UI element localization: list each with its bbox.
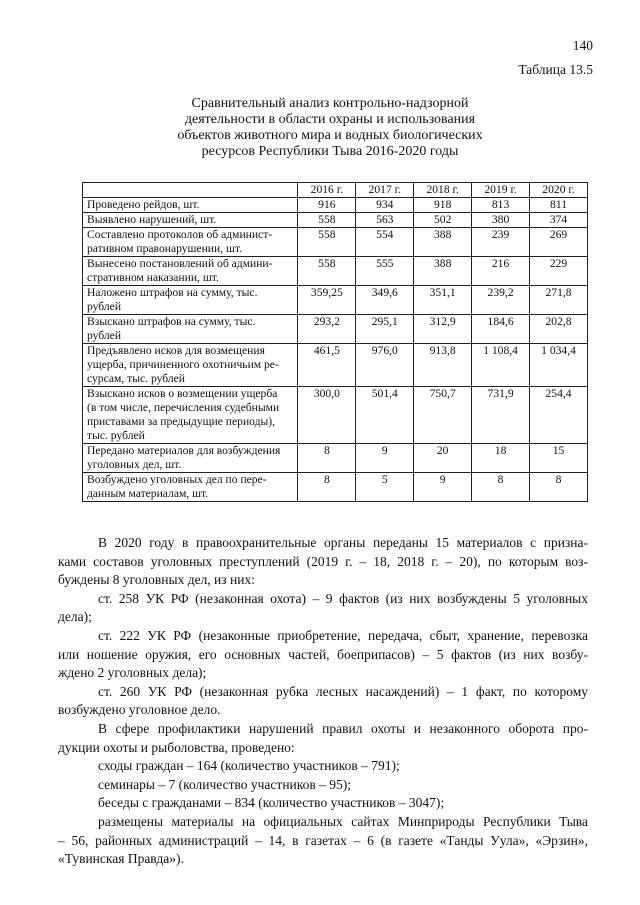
- body-text: [58, 534, 588, 869]
- row-label-line: Взыскано исков о возмещении ущерба: [87, 387, 278, 400]
- table-cell: 229: [530, 257, 588, 286]
- table-cell: 8: [298, 473, 356, 502]
- table-cell: 934: [356, 198, 414, 213]
- text-line: размещены материалы на официальных сайтах Минприроды Республики Тыва: [98, 813, 588, 829]
- table-cell: 216: [472, 257, 530, 286]
- table-body: [83, 198, 588, 502]
- text-line: возбуждено уголовное дело.: [58, 702, 221, 718]
- table-cell: 1 034,4: [530, 344, 588, 387]
- table-cell: 388: [414, 228, 472, 257]
- table-cell: 295,1: [356, 315, 414, 344]
- table-cell: 239: [472, 228, 530, 257]
- row-label-line: Взыскано штрафов на сумму, тыс.: [87, 315, 256, 328]
- row-label-line: сурсам, тыс. рублей: [87, 372, 185, 385]
- text-line: ками составов уголовных преступлений (2019 г. – 18, 2018 г. – 20), по которым воз-: [58, 553, 588, 569]
- row-label: [83, 315, 298, 344]
- text-line: или ношение оружия, его основных частей, боеприпасов) – 5 фактов (из них возбу-: [58, 646, 588, 662]
- table-row: [83, 444, 588, 473]
- table-cell: 461,5: [298, 344, 356, 387]
- table-cell: 563: [356, 213, 414, 228]
- row-label-line: Составлено протоколов об админист-: [87, 228, 273, 241]
- row-label: [83, 257, 298, 286]
- row-label-line: приставами за предыдущие периоды),: [87, 415, 276, 428]
- row-label-line: Предъявлено исков для возмещения: [87, 344, 265, 357]
- table-cell: 269: [530, 228, 588, 257]
- table-cell: 349,6: [356, 286, 414, 315]
- table-cell: 202,8: [530, 315, 588, 344]
- text-line: ст. 260 УК РФ (незаконная рубка лесных насаждений) – 1 факт, по которому: [98, 683, 588, 699]
- text-line: В сфере профилактики нарушений правил охоты и незаконного оборота про-: [98, 720, 588, 736]
- row-label: [83, 213, 298, 228]
- row-label-line: ративном правонарушении, шт.: [87, 242, 243, 255]
- table-cell: 976,0: [356, 344, 414, 387]
- row-label-line: Выявлено нарушений, шт.: [87, 213, 217, 226]
- table-row: [83, 257, 588, 286]
- table-cell: 300,0: [298, 387, 356, 444]
- row-label-line: (в том числе, перечисления судебными: [87, 401, 280, 414]
- table-cell: 750,7: [414, 387, 472, 444]
- row-label-line: стративном наказании, шт.: [87, 271, 219, 284]
- year-header: 2019 г.: [472, 183, 530, 198]
- title-line: Сравнительный анализ контрольно-надзорной: [191, 96, 469, 111]
- table-cell: 501,4: [356, 387, 414, 444]
- table-cell: 554: [356, 228, 414, 257]
- data-table: [82, 182, 588, 502]
- table-row: [83, 344, 588, 387]
- table-label: Таблица 13.5: [518, 62, 593, 77]
- table-cell: 813: [472, 198, 530, 213]
- table-cell: 5: [356, 473, 414, 502]
- table-cell: 8: [298, 444, 356, 473]
- table-cell: 20: [414, 444, 472, 473]
- year-header: 2018 г.: [414, 183, 472, 198]
- text-line: буждены 8 уголовных дел, из них:: [58, 572, 255, 588]
- row-label-line: Наложено штрафов на сумму, тыс.: [87, 286, 258, 299]
- table-cell: 555: [356, 257, 414, 286]
- row-label-line: Передано материалов для возбуждения: [87, 444, 281, 457]
- text-line: ст. 222 УК РФ (незаконные приобретение, передача, сбыт, хранение, перевозка: [98, 627, 588, 643]
- row-label: [83, 387, 298, 444]
- text-line: беседы с гражданами – 834 (количество участников – 3047);: [98, 795, 445, 811]
- row-label-line: уголовных дел, шт.: [87, 458, 182, 471]
- row-label-line: данным материалам, шт.: [87, 487, 209, 500]
- table-cell: 913,8: [414, 344, 472, 387]
- table-row: [83, 387, 588, 444]
- table-row: [83, 198, 588, 213]
- text-line: – 56, районных администраций – 14, в газетах – 6 (в газете «Танды Уула», «Эрзин»,: [58, 832, 588, 848]
- text-line: сходы граждан – 164 (количество участников – 791);: [98, 758, 400, 774]
- text-line: «Тувинская Правда»).: [58, 851, 184, 867]
- table-cell: 1 108,4: [472, 344, 530, 387]
- row-label-line: ущерба, причиненного охотничьим ре-: [87, 358, 279, 371]
- table-row: [83, 315, 588, 344]
- row-label-line: Проведено рейдов, шт.: [87, 198, 200, 211]
- table-cell: 18: [472, 444, 530, 473]
- table-cell: 731,9: [472, 387, 530, 444]
- table-cell: 271,8: [530, 286, 588, 315]
- row-label: [83, 286, 298, 315]
- text-line: В 2020 году в правоохранительные органы переданы 15 материалов с призна-: [98, 535, 588, 550]
- text-line: дукции охоты и рыболовства, проведено:: [58, 739, 295, 755]
- table-cell: 312,9: [414, 315, 472, 344]
- row-label-line: тыс. рублей: [87, 429, 145, 442]
- table-cell: 811: [530, 198, 588, 213]
- table-cell: 558: [298, 257, 356, 286]
- year-header: 2017 г.: [356, 183, 414, 198]
- row-label: [83, 473, 298, 502]
- table-cell: 380: [472, 213, 530, 228]
- text-line: ст. 258 УК РФ (незаконная охота) – 9 фактов (из них возбуждены 5 уголовных: [98, 590, 588, 606]
- table-cell: 558: [298, 213, 356, 228]
- table-cell: 184,6: [472, 315, 530, 344]
- table-row: [83, 473, 588, 502]
- row-label-line: Вынесено постановлений об админи-: [87, 257, 273, 270]
- page-number: 140: [572, 38, 593, 53]
- table-header-corner: [83, 183, 298, 198]
- year-header: 2020 г.: [530, 183, 588, 198]
- row-label-line: рублей: [87, 300, 122, 313]
- table-row: [83, 228, 588, 257]
- table-cell: 502: [414, 213, 472, 228]
- row-label-line: рублей: [87, 329, 122, 342]
- title-line: деятельности в области охраны и использования: [184, 112, 476, 127]
- table-row: [83, 213, 588, 228]
- row-label: [83, 344, 298, 387]
- table-cell: 359,25: [298, 286, 356, 315]
- row-label: [83, 444, 298, 473]
- table-cell: 558: [298, 228, 356, 257]
- table-cell: 15: [530, 444, 588, 473]
- table-row: [83, 286, 588, 315]
- table-title: [110, 96, 550, 160]
- text-line: ждено 2 уголовных дела);: [58, 665, 207, 681]
- title-line: ресурсов Республики Тыва 2016-2020 годы: [201, 144, 459, 159]
- table-header-row: [83, 183, 588, 198]
- table-cell: 916: [298, 198, 356, 213]
- row-label: [83, 228, 298, 257]
- table-cell: 8: [472, 473, 530, 502]
- text-line: дела);: [58, 609, 92, 625]
- table-cell: 8: [530, 473, 588, 502]
- table-cell: 374: [530, 213, 588, 228]
- title-line: объектов животного мира и водных биологических: [177, 128, 483, 143]
- year-header: 2016 г.: [298, 183, 356, 198]
- table-cell: 388: [414, 257, 472, 286]
- row-label-line: Возбуждено уголовных дел по пере-: [87, 473, 267, 486]
- table-cell: 9: [414, 473, 472, 502]
- text-line: семинары – 7 (количество участников – 95);: [98, 776, 352, 792]
- table-cell: 9: [356, 444, 414, 473]
- row-label: [83, 198, 298, 213]
- table-cell: 351,1: [414, 286, 472, 315]
- table-cell: 239,2: [472, 286, 530, 315]
- table-cell: 293,2: [298, 315, 356, 344]
- table-cell: 918: [414, 198, 472, 213]
- table-cell: 254,4: [530, 387, 588, 444]
